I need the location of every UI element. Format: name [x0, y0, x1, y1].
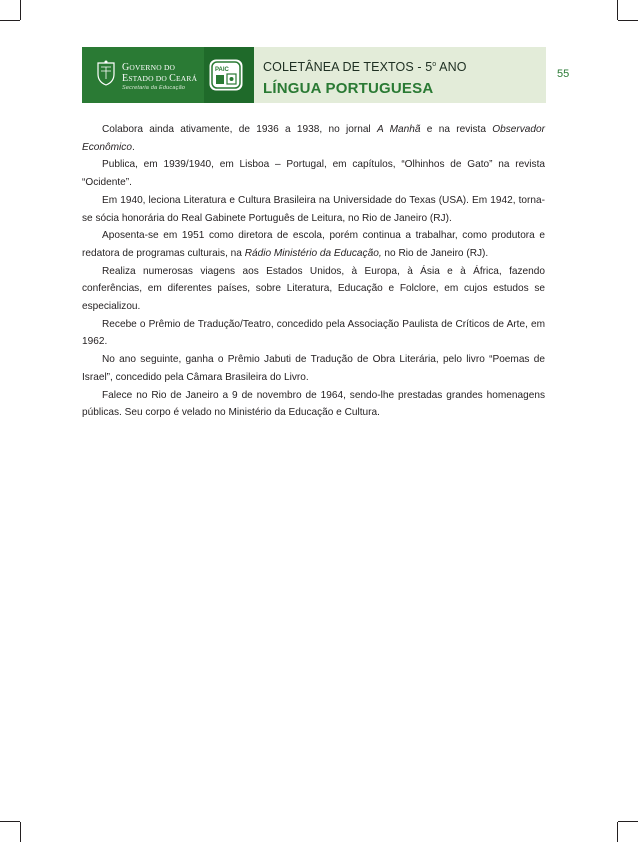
state-crest-icon: [96, 60, 116, 86]
paic-badge-icon: [207, 56, 245, 94]
crop-mark: [0, 20, 20, 21]
crop-mark: [617, 822, 618, 842]
gov-subtitle: Secretaria da Educação: [122, 85, 186, 91]
crop-mark: [20, 822, 21, 842]
crop-mark: [20, 0, 21, 20]
paragraph: Aposenta-se em 1951 como diretora de escola, porém continua a trabalhar, como produtora e redatora de programas culturais, na Rádio Ministério da Educação, no Rio de Janeiro (RJ).: [82, 230, 545, 259]
paragraph: Realiza numerosas viagens aos Estados Unidos, à Europa, à Ásia e à África, fazendo conferências, em diferentes países, sobre Literatura, Educação e Folclore, em cujos estudos se especializou.: [82, 265, 545, 313]
subject-title: LÍNGUA PORTUGUESA: [263, 80, 434, 97]
body-text: [82, 121, 545, 422]
paragraph: Colabora ainda ativamente, de 1936 a 1938, no jornal A Manhã e na revista Observador Econômico.: [82, 124, 546, 153]
paragraph: Em 1940, leciona Literatura e Cultura Brasileira na Universidade do Texas (USA). Em 1942, torna-se sócia honorária do Real Gabinete Português de Leitura, no Rio de Janeiro (RJ).: [82, 194, 545, 224]
government-logo-text: [122, 62, 197, 92]
gov-line-2: ESTADO DO CEARÁ: [122, 73, 198, 84]
paragraph: Recebe o Prêmio de Tradução/Teatro, concedido pela Associação Paulista de Críticos de Arte, em 1962.: [82, 318, 545, 348]
paragraph: No ano seguinte, ganha o Prêmio Jabuti de Tradução de Obra Literária, pelo livro “Poemas de Israel”, concedido pela Câmara Brasileira do Livro.: [82, 354, 545, 383]
crop-mark: [617, 0, 618, 20]
paragraph: Publica, em 1939/1940, em Lisboa – Portugal, em capítulos, “Olhinhos de Gato” na revista “Ocidente”.: [82, 159, 545, 189]
badge-text: PAIC: [215, 67, 229, 73]
paragraph: Falece no Rio de Janeiro a 9 de novembro de 1964, sendo-lhe prestadas grandes homenagens públicas. Seu corpo é velado no Ministério da Educação e Cultura.: [82, 389, 545, 419]
page-number: 55: [557, 68, 570, 80]
crop-mark: [618, 20, 638, 21]
crop-mark: [618, 821, 638, 822]
collection-title: COLETÂNEA DE TEXTOS - 5$^o$ ANO: [263, 60, 467, 74]
gov-line-1: GOVERNO DO: [122, 62, 176, 73]
crop-mark: [0, 821, 20, 822]
